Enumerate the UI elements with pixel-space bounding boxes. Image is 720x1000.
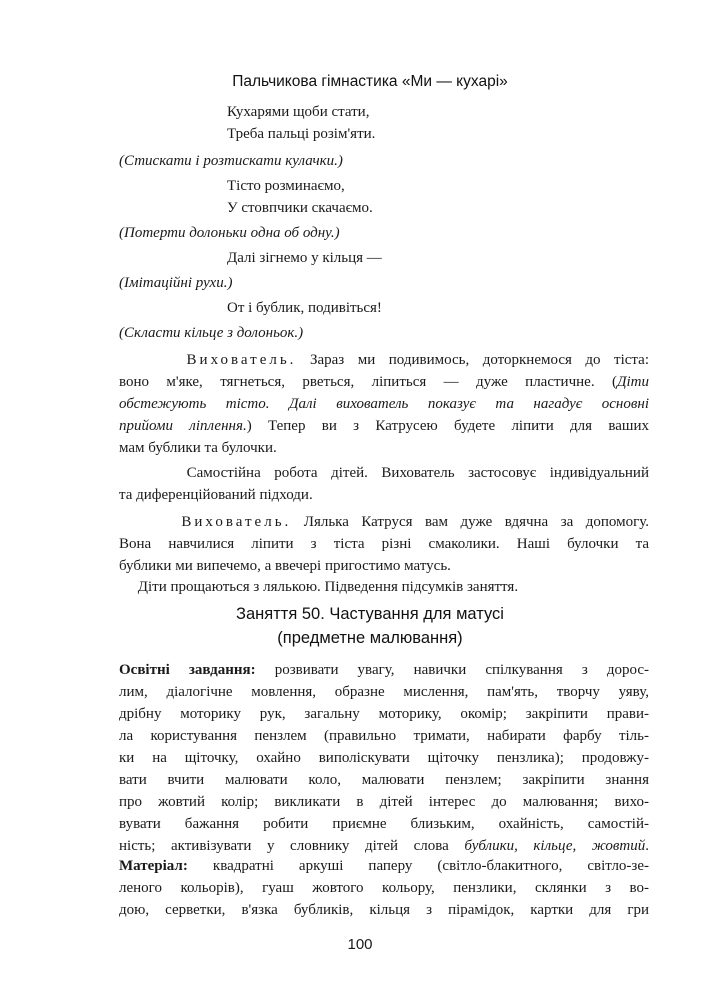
text-line <box>119 371 649 393</box>
italic-segment: обстежують тісто. Далі вихователь показує та нагадує основні <box>119 396 649 412</box>
text-line <box>119 855 649 877</box>
gymnastics-title: Пальчикова гімнастика «Ми — кухарі» <box>232 73 508 90</box>
lesson-title: Заняття 50. Частування для матусі <box>236 605 504 623</box>
text-segment: розвивати увагу, навички спілкування з дорос- <box>274 662 650 678</box>
stage-direction <box>119 322 303 344</box>
stage-direction <box>119 222 340 244</box>
italic-segment: прийоми ліплення. <box>119 418 247 434</box>
speaker-label: Вихователь. <box>181 514 292 530</box>
poem-line: От і бублик, подивіться! <box>227 300 382 316</box>
text-segment: Діти прощаються з лялькою. Підведення підсумків заняття. <box>137 579 519 595</box>
stage-direction-text: (Потерти долоньки одна об одну.) <box>119 225 340 241</box>
materials <box>119 855 649 921</box>
paragraph-independent-work <box>119 462 649 506</box>
text-segment: ність; активізувати у словнику дітей слова <box>119 838 465 854</box>
text-line: дою, серветки, в'язка бубликів, кільця з пірамідок, картки для гри <box>119 902 649 918</box>
speaker-label: Вихователь. <box>186 352 297 368</box>
text-line: бублики ми випечемо, а ввечері пригостимо матусь. <box>119 558 451 574</box>
italic-segment: Діти <box>616 374 649 390</box>
paragraph-farewell <box>119 576 649 598</box>
text-segment: . <box>645 838 649 854</box>
poem-line: Кухарями щоби стати, <box>227 104 370 120</box>
italic-segment: бублики, кільце, жовтий <box>464 838 646 854</box>
poem-line: У стовпчики скачаємо. <box>227 200 373 216</box>
poem-line: Тісто розминаємо, <box>227 178 345 194</box>
stage-direction <box>119 150 343 172</box>
text-line: ки на щіточку, охайно виполіскувати щіточку пензлика); продовжу- <box>119 750 649 766</box>
text-line: та диференційований підходи. <box>119 487 313 503</box>
text-line: вати вчити малювати коло, малювати пензлем; закріпити знання <box>119 772 649 788</box>
text-segment: квадратні аркуші паперу (світло-блакитного, світло-зе- <box>212 858 650 874</box>
paragraph-educator-1 <box>119 349 649 459</box>
text-line: ла користування пензлем (правильно тримати, набирати фарбу тіль- <box>119 728 649 744</box>
page-number: 100 <box>347 936 373 953</box>
stage-direction-text: (Скласти кільце з долоньок.) <box>119 325 304 341</box>
material-label: Матеріал: <box>119 858 188 874</box>
poem-line: Далі зігнемо у кільця — <box>227 250 382 266</box>
text-line <box>119 349 649 371</box>
text-line <box>119 415 649 437</box>
text-segment: Самостійна робота дітей. Вихователь застосовує індивідуальний <box>186 465 649 481</box>
educational-tasks <box>119 659 649 857</box>
stage-direction-text: (Імітаційні рухи.) <box>119 275 233 291</box>
stage-direction <box>119 272 232 294</box>
poem-line: Треба пальці розім'яти. <box>227 126 376 142</box>
text-line <box>119 393 649 415</box>
text-line <box>119 462 649 484</box>
text-segment: ) Тепер ви з Катрусею будете ліпити для ваших <box>246 418 649 434</box>
text-line: вувати бажання робити приємне близьким, охайність, самостій- <box>119 816 649 832</box>
text-segment: Зараз ми подивимось, доторкнемося до тіста: <box>309 352 649 368</box>
text-line: мам бублики та булочки. <box>119 440 277 456</box>
text-segment: воно м'яке, тягнеться, рветься, ліпиться — дуже пластичне. ( <box>119 374 617 390</box>
stage-direction-text: (Стискати і розтискати кулачки.) <box>119 153 343 169</box>
text-line <box>119 659 649 681</box>
text-line <box>119 576 649 598</box>
tasks-label: Освітні завдання: <box>119 662 256 678</box>
text-line: Вона навчилися ліпити з тіста різні смаколики. Наші булочки та <box>119 536 649 552</box>
lesson-subtitle: (предметне малювання) <box>277 629 463 647</box>
text-line <box>119 511 649 533</box>
text-line <box>119 835 649 857</box>
paragraph-educator-2 <box>119 511 649 577</box>
text-segment: Лялька Катруся вам дуже вдячна за допомогу. <box>303 514 650 530</box>
text-line: про жовтий колір; викликати в дітей інтерес до малювання; вихо- <box>119 794 649 810</box>
text-line: леного кольорів), гуаш жовтого кольору, пензлики, склянки з во- <box>119 880 649 896</box>
text-line: дрібну моторику рук, загальну моторику, окомір; закріпити прави- <box>119 706 649 722</box>
text-line: лим, діалогічне мовлення, образне мислення, пам'ять, творчу уяву, <box>119 684 649 700</box>
